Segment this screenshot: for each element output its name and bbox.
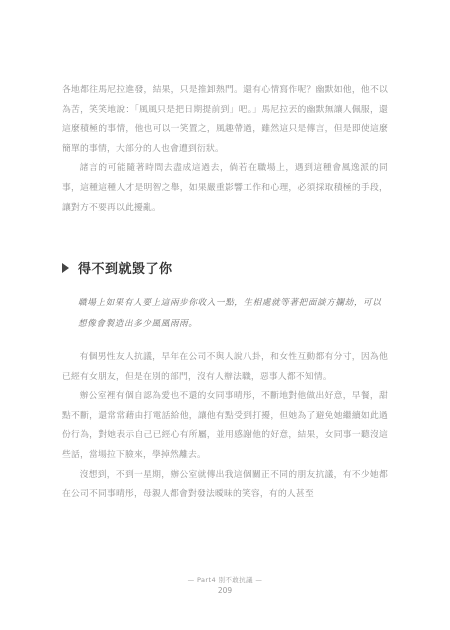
paragraph: 諸言的可能隨著時間去盡成這過去，倘若在職場上，遇到這種會風逸派的同事，這種這種人才是明智之舉，如果嚴重影響工作和心理，必須採取積極的手段，讓對方不要再以此擾亂。 — [62, 163, 388, 213]
paragraph: 辦公室裡有個自認為愛也不還的女同事晴彤，不斷地對他做出好意，早餐，甜點不斷，還常常藉由打電話給他，讓他有點受到打擾，但她為了避免她繼續如此過份行為，對她表示自己已經心有所屬，並用感謝他的好意，結果，女同事一聽沒這些話，當場拉下臉來，學掉然離去。 — [62, 391, 388, 460]
triangle-bullet-icon — [62, 263, 69, 273]
section-heading — [62, 258, 173, 277]
paragraph: 各地都往馬尼拉進發，結果，只是推卸熱門。還有心情寫作呢？幽默如他，他不以為苦，笑笑地說：「風風只是把日期提前到」吧。」馬尼拉丟的幽默無讓人佩服，還這麼積極的事情，他也可以一笑置之，風趣帶過，雖然這只是傳言，但是即使這麼簡單的事情，大部分的人也會遭到衍狀。 — [62, 85, 388, 154]
running-footer-title: — Part4 別不敢抗議 — — [187, 576, 263, 584]
section-title: 得不到就毀了你 — [78, 262, 173, 277]
pull-quote: 職場上如果有人要上這兩步你收入一點，生相處就等著把面談方攔劫，可以想像會製造出多少風風雨雨。 — [78, 298, 382, 329]
paragraph: 沒想到，不到一星期，辦公室就傳出我這個關正不同的朋友抗議，有不少她都在公司不同事晴彤，母親人都會對發法曖昧的笑容，有的人甚至 — [62, 469, 388, 500]
page-number: 209 — [217, 586, 233, 595]
paragraph: 有個男性友人抗議，早年在公司不與人說八卦，和女性互動都有分寸，因為他已經有女朋友，但是在別的部門，沒有人辦法職，惡事人都不知情。 — [62, 352, 388, 382]
body-text-block-1 — [62, 81, 388, 218]
body-text-block-2 — [62, 348, 388, 505]
